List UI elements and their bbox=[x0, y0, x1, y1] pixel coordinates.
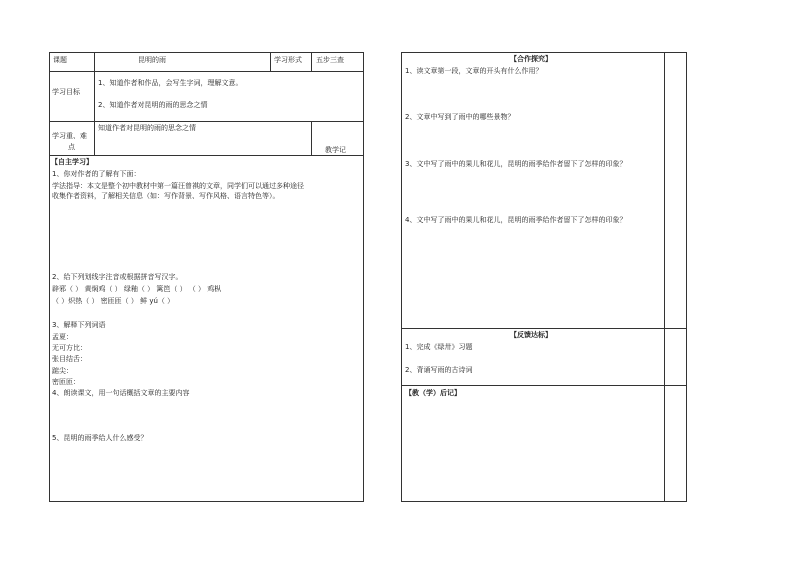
lesson-title: 昆明的雨 bbox=[138, 56, 166, 64]
explore-q1: 1、读文章第一段，文章的开头有什么作用？ bbox=[405, 67, 543, 75]
study-guide-text: 学法指导：本文是整个初中教材中第一篇汪曾祺的文章，同学们可以通过多种途径收集作者资料，了解相关信息（如：写作背景、写作风格、语言特色等）。 bbox=[52, 182, 304, 200]
term-1: 孟夏： bbox=[52, 333, 73, 341]
self-study-q4: 4、朗读课文，用一句话概括文章的主要内容 bbox=[52, 389, 190, 397]
self-study-q1: 1、你对作者的了解有下面： bbox=[52, 170, 141, 178]
keypoints-value: 知道作者对昆明的雨的思念之情 bbox=[98, 124, 196, 132]
afterword-heading: 【教（学）后记】 bbox=[405, 389, 461, 397]
goal-item-2: 2、知道作者对昆明的雨的思念之情 bbox=[98, 101, 208, 109]
term-5: 密匝匝： bbox=[52, 378, 80, 386]
phonetic-row-2: （ ）炽热（ ） 密匝匝（ ） 鲜 yú（ ） bbox=[52, 297, 175, 305]
topic-label: 课题 bbox=[53, 56, 67, 64]
self-study-q2: 2、给下列划线字注音或根据拼音写汉字。 bbox=[52, 273, 183, 281]
feedback-q1: 1、完成《绿卅》习题 bbox=[405, 343, 473, 351]
teaching-notes-label: 教学记 bbox=[325, 146, 346, 154]
left-col-divider-form bbox=[311, 52, 312, 71]
study-form-label: 学习形式 bbox=[274, 56, 302, 64]
keypoints-label: 学习重、难 bbox=[52, 132, 87, 140]
left-row-divider-header bbox=[49, 71, 364, 72]
right-notes-column-divider bbox=[664, 52, 665, 502]
goal-item-1: 1、知道作者和作品，会写生字词，理解文意。 bbox=[98, 79, 243, 87]
self-study-q5: 5、昆明的雨季给人什么感受？ bbox=[52, 434, 148, 442]
explore-q4: 4、文中写了雨中的果儿和花儿，昆明的雨季给作者留下了怎样的印象？ bbox=[405, 216, 627, 224]
explore-q3: 3、文中写了雨中的果儿和花儿，昆明的雨季给作者留下了怎样的印象？ bbox=[405, 160, 627, 168]
study-form-value: 五步三查 bbox=[316, 56, 344, 64]
left-row-divider-goals bbox=[49, 121, 364, 122]
left-col-divider-notes bbox=[311, 121, 312, 155]
explore-heading: 【合作探究】 bbox=[510, 55, 552, 63]
term-3: 张目结舌： bbox=[52, 355, 87, 363]
term-4: 踮尖： bbox=[52, 367, 73, 375]
left-col-divider-label bbox=[94, 52, 95, 155]
left-col-divider-title bbox=[270, 52, 271, 71]
right-row-divider-feedback bbox=[401, 328, 687, 329]
explore-q2: 2、文章中写到了雨中的哪些景物？ bbox=[405, 113, 515, 121]
right-row-divider-afterword bbox=[401, 385, 687, 386]
left-row-divider-keypoints bbox=[49, 155, 364, 156]
feedback-heading: 【反馈达标】 bbox=[510, 331, 552, 339]
self-study-heading: 【自主学习】 bbox=[51, 158, 93, 166]
keypoints-label-line2: 点 bbox=[68, 143, 75, 151]
goals-label: 学习目标 bbox=[52, 88, 80, 96]
feedback-q2: 2、背诵写雨的古诗词 bbox=[405, 366, 473, 374]
self-study-q3: 3、解释下列词语 bbox=[52, 321, 106, 329]
term-2: 无可方比： bbox=[52, 344, 87, 352]
phonetic-row-1: 辟邪（ ） 黄焖鸡（ ） 绿釉（ ） 篱笆（ ） （ ） 鸡枞 bbox=[52, 285, 222, 293]
